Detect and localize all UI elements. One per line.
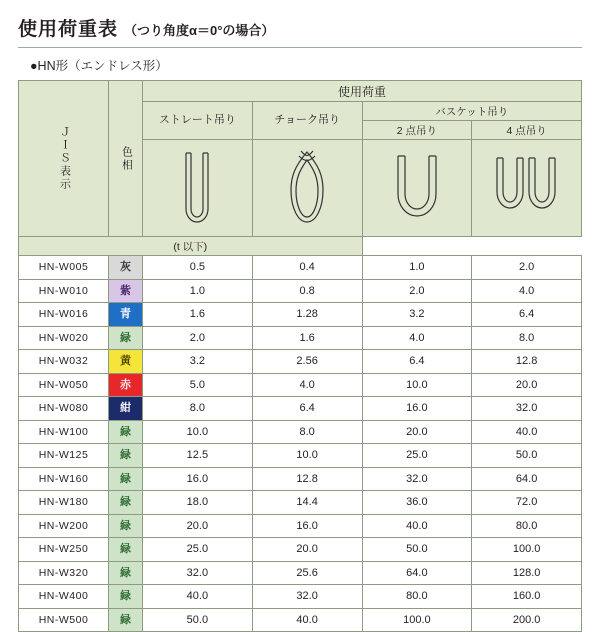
color-swatch: 黄 <box>109 350 142 373</box>
cell-two-point: 32.0 <box>362 467 472 491</box>
cell-color <box>109 585 143 609</box>
cell-four-point: 40.0 <box>472 420 582 444</box>
cell-color <box>109 279 143 303</box>
sling-basket-2point-icon <box>362 140 472 237</box>
cell-color <box>109 397 143 421</box>
page-title <box>18 14 582 41</box>
color-swatch: 緑 <box>109 585 142 608</box>
cell-jis: HN-W100 <box>19 420 109 444</box>
table-row <box>19 397 582 421</box>
table-row <box>19 514 582 538</box>
cell-choke: 10.0 <box>252 444 362 468</box>
cell-straight: 0.5 <box>143 256 253 280</box>
cell-straight: 40.0 <box>143 585 253 609</box>
cell-color <box>109 420 143 444</box>
cell-two-point: 20.0 <box>362 420 472 444</box>
title-sub: （つり角度α＝0°の場合） <box>124 23 275 38</box>
cell-four-point: 8.0 <box>472 326 582 350</box>
cell-two-point: 1.0 <box>362 256 472 280</box>
title-divider <box>18 47 582 48</box>
cell-jis: HN-W160 <box>19 467 109 491</box>
cell-straight: 32.0 <box>143 561 253 585</box>
cell-choke: 40.0 <box>252 608 362 632</box>
cell-choke: 0.4 <box>252 256 362 280</box>
cell-color <box>109 467 143 491</box>
cell-straight: 12.5 <box>143 444 253 468</box>
cell-four-point: 2.0 <box>472 256 582 280</box>
cell-two-point: 6.4 <box>362 350 472 374</box>
cell-four-point: 100.0 <box>472 538 582 562</box>
cell-straight: 2.0 <box>143 326 253 350</box>
cell-choke: 16.0 <box>252 514 362 538</box>
cell-color <box>109 514 143 538</box>
color-swatch: 灰 <box>109 256 142 279</box>
column-header-four-point: 4 点吊り <box>472 121 582 140</box>
cell-four-point: 200.0 <box>472 608 582 632</box>
cell-choke: 1.6 <box>252 326 362 350</box>
table-row <box>19 326 582 350</box>
cell-two-point: 3.2 <box>362 303 472 327</box>
table-row <box>19 491 582 515</box>
cell-jis: HN-W020 <box>19 326 109 350</box>
table-row <box>19 585 582 609</box>
cell-four-point: 64.0 <box>472 467 582 491</box>
table-row <box>19 538 582 562</box>
cell-four-point: 20.0 <box>472 373 582 397</box>
cell-color <box>109 538 143 562</box>
table-row <box>19 256 582 280</box>
cell-straight: 20.0 <box>143 514 253 538</box>
cell-color <box>109 491 143 515</box>
color-swatch: 緑 <box>109 444 142 467</box>
color-swatch: 緑 <box>109 421 142 444</box>
cell-four-point: 160.0 <box>472 585 582 609</box>
cell-choke: 2.56 <box>252 350 362 374</box>
cell-color <box>109 256 143 280</box>
cell-jis: HN-W180 <box>19 491 109 515</box>
color-swatch: 緑 <box>109 327 142 350</box>
column-header-color: 色相 <box>109 81 143 237</box>
cell-four-point: 128.0 <box>472 561 582 585</box>
cell-jis: HN-W016 <box>19 303 109 327</box>
sling-straight-icon <box>143 140 253 237</box>
color-swatch: 紺 <box>109 397 142 420</box>
cell-color <box>109 303 143 327</box>
cell-straight: 5.0 <box>143 373 253 397</box>
column-header-two-point: 2 点吊り <box>362 121 472 140</box>
column-header-basket: バスケット吊り <box>362 102 582 121</box>
cell-two-point: 64.0 <box>362 561 472 585</box>
cell-choke: 12.8 <box>252 467 362 491</box>
cell-straight: 1.6 <box>143 303 253 327</box>
cell-choke: 0.8 <box>252 279 362 303</box>
cell-four-point: 32.0 <box>472 397 582 421</box>
cell-jis: HN-W125 <box>19 444 109 468</box>
column-header-choke: チョーク吊り <box>252 102 362 140</box>
table-row <box>19 350 582 374</box>
cell-choke: 6.4 <box>252 397 362 421</box>
sling-basket-4point-icon <box>472 140 582 237</box>
cell-two-point: 36.0 <box>362 491 472 515</box>
color-swatch: 青 <box>109 303 142 326</box>
cell-two-point: 40.0 <box>362 514 472 538</box>
cell-choke: 14.4 <box>252 491 362 515</box>
column-header-jis: ＪＩＳ表示 <box>19 81 109 237</box>
color-swatch: 緑 <box>109 515 142 538</box>
cell-jis: HN-W032 <box>19 350 109 374</box>
table-row <box>19 303 582 327</box>
title-main: 使用荷重表 <box>18 19 119 40</box>
cell-color <box>109 350 143 374</box>
cell-four-point: 4.0 <box>472 279 582 303</box>
table-row <box>19 444 582 468</box>
cell-straight: 3.2 <box>143 350 253 374</box>
cell-four-point: 6.4 <box>472 303 582 327</box>
cell-choke: 20.0 <box>252 538 362 562</box>
table-row <box>19 373 582 397</box>
color-swatch: 緑 <box>109 609 142 632</box>
cell-choke: 8.0 <box>252 420 362 444</box>
cell-two-point: 4.0 <box>362 326 472 350</box>
unit-label: (t 以下) <box>19 237 363 256</box>
color-swatch: 赤 <box>109 374 142 397</box>
cell-two-point: 25.0 <box>362 444 472 468</box>
column-header-straight: ストレート吊り <box>143 102 253 140</box>
cell-color <box>109 326 143 350</box>
table-row <box>19 279 582 303</box>
color-swatch: 緑 <box>109 468 142 491</box>
sling-choke-icon <box>252 140 362 237</box>
cell-two-point: 100.0 <box>362 608 472 632</box>
cell-straight: 1.0 <box>143 279 253 303</box>
cell-color <box>109 444 143 468</box>
cell-straight: 25.0 <box>143 538 253 562</box>
cell-two-point: 80.0 <box>362 585 472 609</box>
cell-two-point: 50.0 <box>362 538 472 562</box>
cell-four-point: 12.8 <box>472 350 582 374</box>
cell-jis: HN-W400 <box>19 585 109 609</box>
color-swatch: 緑 <box>109 538 142 561</box>
cell-four-point: 80.0 <box>472 514 582 538</box>
cell-straight: 8.0 <box>143 397 253 421</box>
sub-heading: ●HN形（エンドレス形） <box>30 59 168 73</box>
color-swatch: 緑 <box>109 491 142 514</box>
cell-four-point: 50.0 <box>472 444 582 468</box>
cell-straight: 16.0 <box>143 467 253 491</box>
cell-choke: 32.0 <box>252 585 362 609</box>
cell-color <box>109 561 143 585</box>
cell-straight: 18.0 <box>143 491 253 515</box>
cell-straight: 50.0 <box>143 608 253 632</box>
cell-straight: 10.0 <box>143 420 253 444</box>
table-row <box>19 608 582 632</box>
cell-color <box>109 608 143 632</box>
cell-two-point: 10.0 <box>362 373 472 397</box>
table-body <box>19 256 582 632</box>
cell-choke: 25.6 <box>252 561 362 585</box>
cell-jis: HN-W500 <box>19 608 109 632</box>
table-row <box>19 467 582 491</box>
cell-two-point: 2.0 <box>362 279 472 303</box>
table-row <box>19 561 582 585</box>
cell-jis: HN-W320 <box>19 561 109 585</box>
cell-choke: 1.28 <box>252 303 362 327</box>
cell-jis: HN-W250 <box>19 538 109 562</box>
cell-four-point: 72.0 <box>472 491 582 515</box>
cell-two-point: 16.0 <box>362 397 472 421</box>
cell-jis: HN-W080 <box>19 397 109 421</box>
cell-jis: HN-W010 <box>19 279 109 303</box>
color-swatch: 緑 <box>109 562 142 585</box>
load-capacity-table <box>18 80 582 632</box>
cell-jis: HN-W050 <box>19 373 109 397</box>
cell-jis: HN-W005 <box>19 256 109 280</box>
color-swatch: 紫 <box>109 280 142 303</box>
column-header-usage: 使用荷重 <box>143 81 582 102</box>
cell-jis: HN-W200 <box>19 514 109 538</box>
cell-color <box>109 373 143 397</box>
table-row <box>19 420 582 444</box>
cell-choke: 4.0 <box>252 373 362 397</box>
